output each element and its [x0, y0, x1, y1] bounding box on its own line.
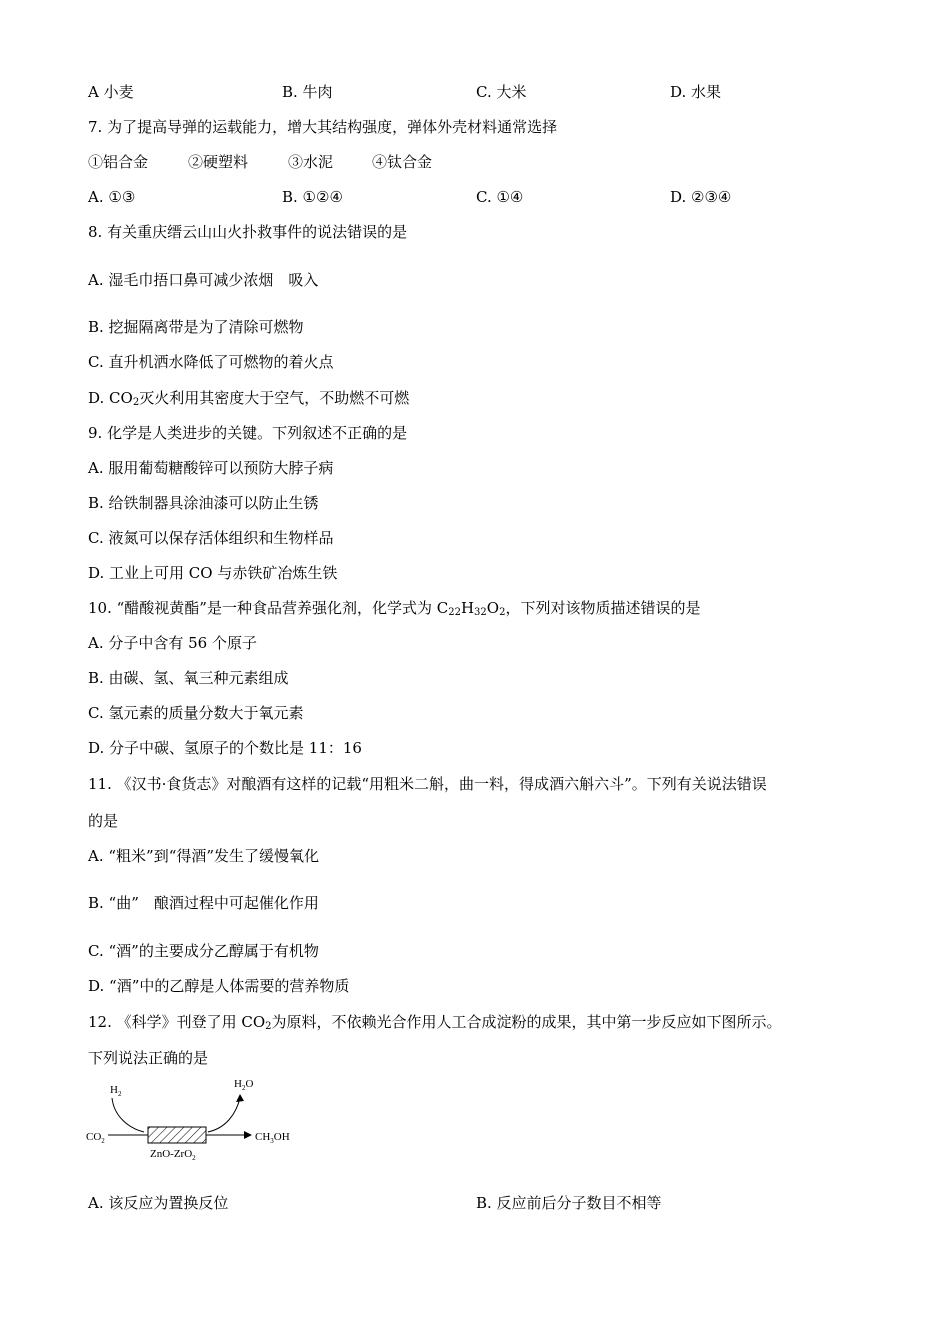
- q10-sub-h: 32: [474, 607, 487, 618]
- q7-option-b: B. ①②④: [282, 188, 343, 206]
- q10-mid-h: H: [460, 599, 475, 617]
- q11-option-d: D. “酒”中的乙醇是人体需要的营养物质: [88, 977, 350, 995]
- q8-stem: 8. 有关重庆缙云山山火扑救事件的说法错误的是: [88, 223, 408, 241]
- h2o-outflow-arrow: [208, 1098, 240, 1132]
- q6-option-d: D. 水果: [670, 83, 722, 101]
- q9-option-c: C. 液氮可以保存活体组织和生物样品: [88, 529, 334, 547]
- catalyst-reactor: [148, 1127, 206, 1143]
- q7-option-c: C. ①④: [476, 188, 524, 206]
- q10-mid-o: O: [486, 599, 500, 617]
- q6-option-c: C. 大米: [476, 83, 527, 101]
- q10-option-d: D. 分子中碳、氢原子的个数比是 11：16: [88, 739, 362, 757]
- q12-option-a: A. 该反应为置换反位: [88, 1194, 229, 1212]
- q10-stem-pre: 10. “醋酸视黄酯”是一种食品营养强化剂，化学式为 C: [88, 599, 449, 617]
- q11-stem-line2: 的是: [88, 812, 119, 830]
- q11-option-a: A. “粗米”到“得酒”发生了缓慢氧化: [88, 847, 320, 865]
- q6-option-a: A 小麦: [88, 83, 134, 101]
- q7-item-4: ④钛合金: [372, 153, 433, 171]
- co2-label: $CO_2$: [86, 1131, 105, 1145]
- q9-option-d: D. 工业上可用 CO 与赤铁矿冶炼生铁: [88, 564, 338, 582]
- q8-option-a: A. 湿毛巾捂口鼻可减少浓烟 吸入: [88, 271, 319, 289]
- q9-stem: 9. 化学是人类进步的关键。下列叙述不正确的是: [88, 424, 408, 442]
- q10-stem: [88, 598, 700, 618]
- q7-item-3: ③水泥: [288, 153, 334, 171]
- q10-option-b: B. 由碳、氢、氧三种元素组成: [88, 669, 289, 687]
- ch3oh-label: $CH_3OH$: [255, 1131, 290, 1145]
- catalyst-label: ZnO-ZrO$_2$: [150, 1148, 196, 1162]
- q6-option-b: B. 牛肉: [282, 83, 333, 101]
- q12-stem-pre: 12. 《科学》刊登了用 CO: [88, 1013, 266, 1031]
- q10-option-a: A. 分子中含有 56 个原子: [88, 634, 257, 652]
- q12-stem-post: 为原料，不依赖光合作用人工合成淀粉的成果，其中第一步反应如下图所示。: [271, 1013, 782, 1031]
- reaction-diagram: [84, 1074, 324, 1166]
- q8-d-prefix: D. CO: [88, 389, 133, 407]
- q12-option-b: B. 反应前后分子数目不相等: [476, 1194, 662, 1212]
- h2o-arrowhead: [236, 1094, 244, 1102]
- q8-d-sub: 2: [132, 397, 140, 408]
- q11-stem-line1: 11. 《汉书·食货志》对酿酒有这样的记载“用粗米二斛，曲一料，得成酒六斛六斗”。下列有关说法错误: [88, 775, 767, 793]
- q8-d-suffix: 灭火利用其密度大于空气，不助燃不可燃: [139, 389, 410, 407]
- q7-item-2: ②硬塑料: [188, 153, 249, 171]
- q11-option-c: C. “酒”的主要成分乙醇属于有机物: [88, 942, 319, 960]
- q9-option-b: B. 给铁制器具涂油漆可以防止生锈: [88, 494, 319, 512]
- h2-inflow-arrow: [112, 1098, 144, 1132]
- q7-option-a: A. ①③: [88, 188, 136, 206]
- h2-label: $H_2$: [110, 1084, 122, 1098]
- q12-stem-line2: 下列说法正确的是: [88, 1049, 209, 1067]
- q7-option-d: D. ②③④: [670, 188, 732, 206]
- q8-option-c: C. 直升机洒水降低了可燃物的着火点: [88, 353, 334, 371]
- q7-item-1: ①铝合金: [88, 153, 149, 171]
- q12-stem-line1: [88, 1012, 782, 1032]
- q7-stem: 7. 为了提高导弹的运载能力，增大其结构强度，弹体外壳材料通常选择: [88, 118, 558, 136]
- q12-stem-sub: 2: [265, 1021, 272, 1032]
- q9-option-a: A. 服用葡萄糖酸锌可以预防大脖子病: [88, 459, 334, 477]
- q10-stem-post: ，下列对该物质描述错误的是: [505, 599, 701, 617]
- q10-sub-c: 22: [448, 607, 461, 618]
- ch3oh-arrowhead: [244, 1131, 252, 1139]
- q10-option-c: C. 氢元素的质量分数大于氧元素: [88, 704, 304, 722]
- q11-option-b: B. “曲” 酿酒过程中可起催化作用: [88, 894, 319, 912]
- q8-option-b: B. 挖掘隔离带是为了清除可燃物: [88, 318, 304, 336]
- q8-option-d: [88, 388, 409, 408]
- q10-sub-o: 2: [499, 607, 506, 618]
- h2o-label: $H_2O$: [234, 1078, 254, 1092]
